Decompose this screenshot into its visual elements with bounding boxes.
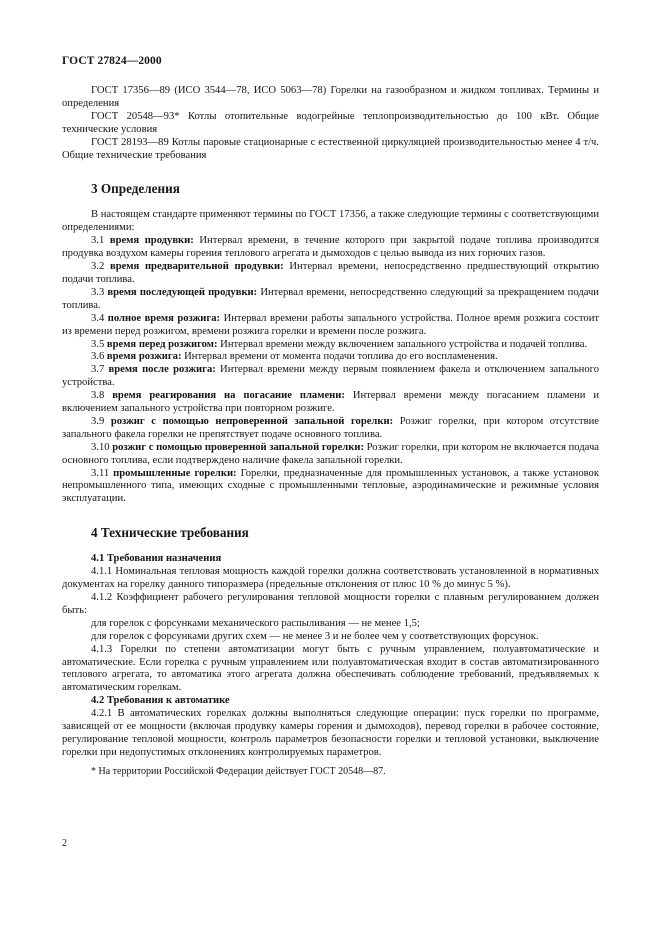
clause-4-1-3: 4.1.3 Горелки по степени автоматизации могут быть с ручным управлением, полуавтоматические и автоматические. Если горелка с ручным управлением или полуавтоматическая входит в состав автоматизированного теплового агрегата, то автоматика этого агрегата должна обеспечивать соблюдение требований, предъявляемых к автоматическим горелкам.: [62, 643, 599, 694]
definition-text: Розжиг горелки, при котором отсутствие запального факела горелки не препятствует подаче основного топлива.: [62, 415, 599, 440]
definition-item: [62, 351, 599, 364]
clause-4-1-2-item-b: для горелок с форсунками других схем — не менее 3 и не более чем у соответствующих форсунок.: [91, 630, 539, 642]
definition-term: время последующей продувки:: [107, 286, 258, 298]
definitions-list: [62, 235, 599, 506]
definition-term: время продувки:: [109, 235, 194, 247]
clause-4-1-1: 4.1.1 Номинальная тепловая мощность каждой горелки должна соответствовать установленной в нормативных документах на горелку данного типоразмера (предельные отклонения от плюс 10 % до минус 5 %).: [62, 566, 599, 591]
definition-text: Интервал времени, в течение которого при закрытой подаче топлива производится продувка воздухом камеры горения теплового агрегата и дымоходов с целью вывода из них горючих газов.: [62, 235, 599, 260]
footnote: * На территории Российской Федерации действует ГОСТ 20548—87.: [91, 765, 386, 777]
reference-item: ГОСТ 28193—89 Котлы паровые стационарные с естественной циркуляцией производительностью менее 4 т/ч. Общие технические требования: [62, 136, 599, 161]
definition-term: промышленные горелки:: [113, 467, 237, 479]
definition-item: [62, 235, 599, 261]
clause-4-2-1: 4.2.1 В автоматических горелках должны выполняться следующие операции: пуск горелки по программе, зависящей от ее мощности (включая продувку камеры горения и дымоходов), перевод горелки в рабочее состояние, регулирование тепловой мощности, контроль параметров безопасности горелки и тепловой установки, выключение горелки при недопустимых отклонениях контролируемых параметров.: [62, 708, 599, 758]
definition-number: 3.11: [91, 467, 110, 479]
definition-text: Интервал времени, непосредственно предшествующий открытию подачи топлива.: [62, 261, 599, 285]
definition-number: 3.7: [91, 364, 105, 376]
definition-term: розжиг с помощью проверенной запальной горелки:: [112, 441, 364, 453]
definition-number: 3.10: [91, 441, 110, 453]
definition-number: 3.1: [91, 235, 105, 247]
reference-item: ГОСТ 17356—89 (ИСО 3544—78, ИСО 5063—78) Горелки на газообразном и жидком топливах. Термины и определения: [62, 85, 599, 109]
definition-item: [62, 468, 599, 507]
definition-item: [62, 339, 599, 352]
definition-term: время розжига:: [106, 351, 182, 363]
definition-number: 3.2: [91, 261, 105, 273]
document-body: [62, 85, 599, 779]
page-number: 2: [62, 838, 67, 849]
definition-term: время предварительной продувки:: [109, 261, 284, 273]
definition-term: время после розжига:: [108, 364, 216, 376]
definition-text: Интервал времени между погасанием пламени и включением запального устройства при повторном розжиге.: [62, 390, 599, 415]
definition-number: 3.6: [91, 351, 105, 363]
definition-number: 3.8: [91, 390, 105, 402]
definition-text: Интервал времени работы запального устройства. Полное время розжига состоит из времени перед розжигом, времени розжига горелки и времени после розжига.: [62, 312, 599, 337]
definition-number: 3.4: [91, 312, 105, 324]
definition-number: 3.5: [91, 338, 105, 350]
clause-4-1-2: 4.1.2 Коэффициент рабочего регулирования тепловой мощности горелки с плавным регулированием должен быть:: [62, 592, 599, 616]
definition-term: розжиг с помощью непроверенной запальной горелки:: [110, 415, 394, 427]
definition-term: время перед розжигом:: [106, 338, 218, 350]
section-3-intro: В настоящем стандарте применяют термины по ГОСТ 17356, а также следующие термины с соответствующими определениями:: [62, 209, 599, 234]
definition-item: [62, 416, 599, 442]
definition-text: Розжиг горелки, при котором не включается подача основного топлива, если подтверждено наличие факела запальной горелки.: [62, 441, 599, 466]
definition-text: Интервал времени от момента подачи топлива до его воспламенения.: [184, 351, 498, 363]
definition-item: [62, 364, 599, 390]
definition-number: 3.3: [91, 286, 105, 298]
definition-text: Горелки, предназначенные для промышленных установок, а также установок непромышленного типа, имеющих сходные с промышленными тепловые, аэродинамические и режимные условия эксплуатации.: [62, 467, 599, 505]
definition-term: полное время розжига:: [107, 312, 221, 324]
definition-item: [62, 287, 599, 313]
subsection-4-2-heading: 4.2 Требования к автоматике: [91, 695, 230, 707]
subsection-4-1-heading: 4.1 Требования назначения: [91, 553, 222, 565]
section-4-heading: 4 Технические требования: [91, 525, 249, 541]
normative-references: [62, 85, 599, 162]
definition-text: Интервал времени, непосредственно следующий за прекращением подачи топлива.: [62, 286, 599, 311]
definition-text: Интервал времени между первым появлением факела и отключением запального устройства.: [62, 364, 599, 389]
definition-text: Интервал времени между включением запального устройства и подачей топлива.: [220, 338, 588, 350]
running-header: ГОСТ 27824—2000: [62, 55, 162, 67]
section-3-heading: 3 Определения: [91, 181, 180, 197]
clause-4-1-2-item-a: для горелок с форсунками механического распыливания — не менее 1,5;: [91, 617, 420, 629]
reference-item: ГОСТ 20548—93* Котлы отопительные водогрейные теплопроизводительностью до 100 кВт. Общие технические условия: [62, 110, 599, 135]
definition-item: [62, 313, 599, 339]
definition-number: 3.9: [91, 415, 105, 427]
definition-item: [62, 390, 599, 416]
definition-item: [62, 261, 599, 287]
definition-term: время реагирования на погасание пламени:: [112, 390, 345, 402]
definition-item: [62, 442, 599, 468]
